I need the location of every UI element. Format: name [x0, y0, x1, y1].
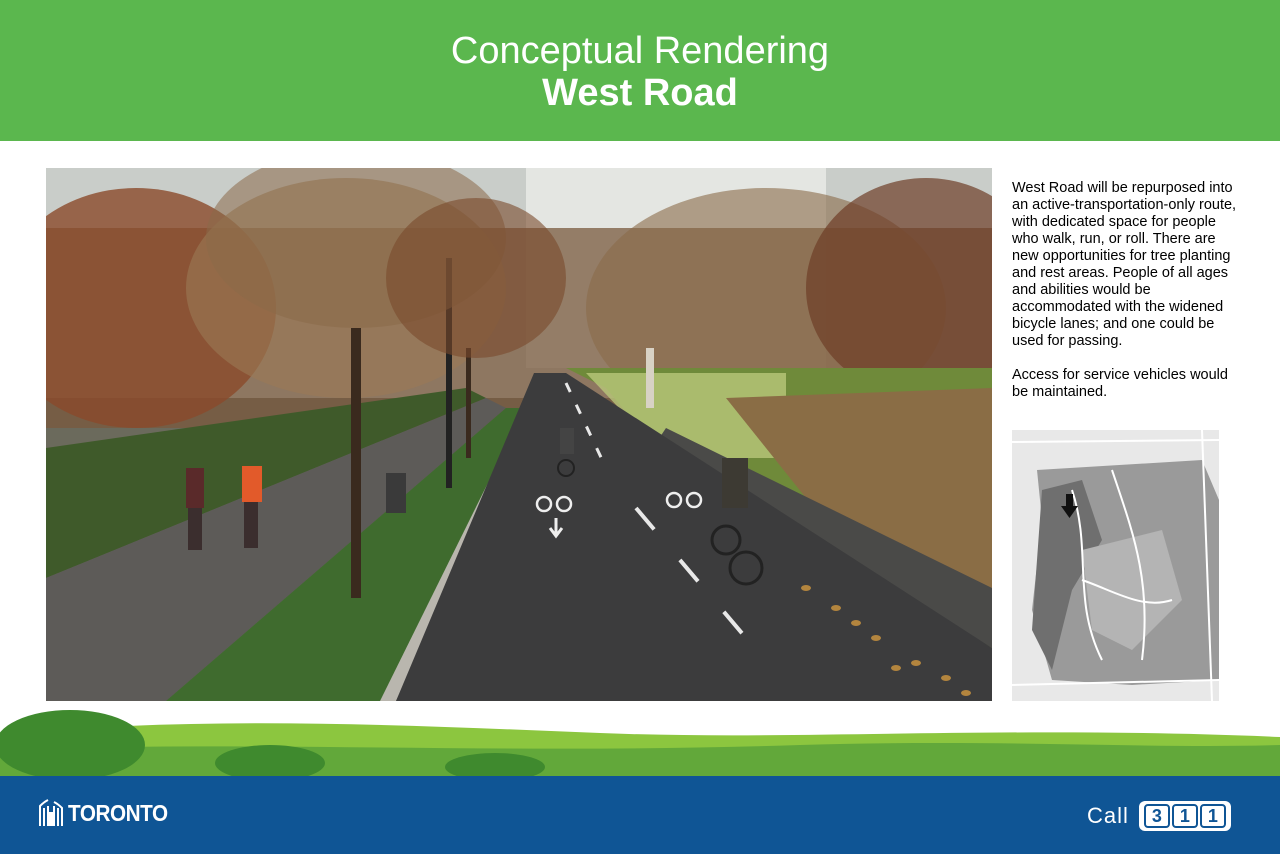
- call-digit: 3: [1144, 804, 1170, 828]
- conceptual-rendering-image: [46, 168, 992, 701]
- page-subtitle: West Road: [542, 72, 738, 114]
- decorative-hills: [0, 705, 1280, 777]
- description-paragraph-1: West Road will be repurposed into an active-transportation-only route, with dedicated space for people who walk, run, or roll. There are new opportunities for tree planting and rest areas. People of all ages and abilities would be accommodated with the widened bicycle lanes; and one could be used for passing.: [1012, 180, 1237, 349]
- logo-wordmark: TORONTO: [68, 799, 168, 826]
- call-number-badge: [1139, 801, 1231, 831]
- call-digit: 1: [1172, 804, 1198, 828]
- call-label: Call: [1087, 803, 1129, 828]
- description-text: [1012, 180, 1242, 401]
- header-banner: [0, 0, 1280, 141]
- page-title: Conceptual Rendering: [450, 30, 830, 72]
- call-311[interactable]: [1087, 800, 1231, 832]
- toronto-logo[interactable]: [38, 796, 179, 830]
- toronto-city-hall-icon: [38, 798, 64, 828]
- description-paragraph-2: Access for service vehicles would be maintained.: [1012, 367, 1228, 400]
- location-map: [1012, 430, 1219, 701]
- call-digit: 1: [1200, 804, 1226, 828]
